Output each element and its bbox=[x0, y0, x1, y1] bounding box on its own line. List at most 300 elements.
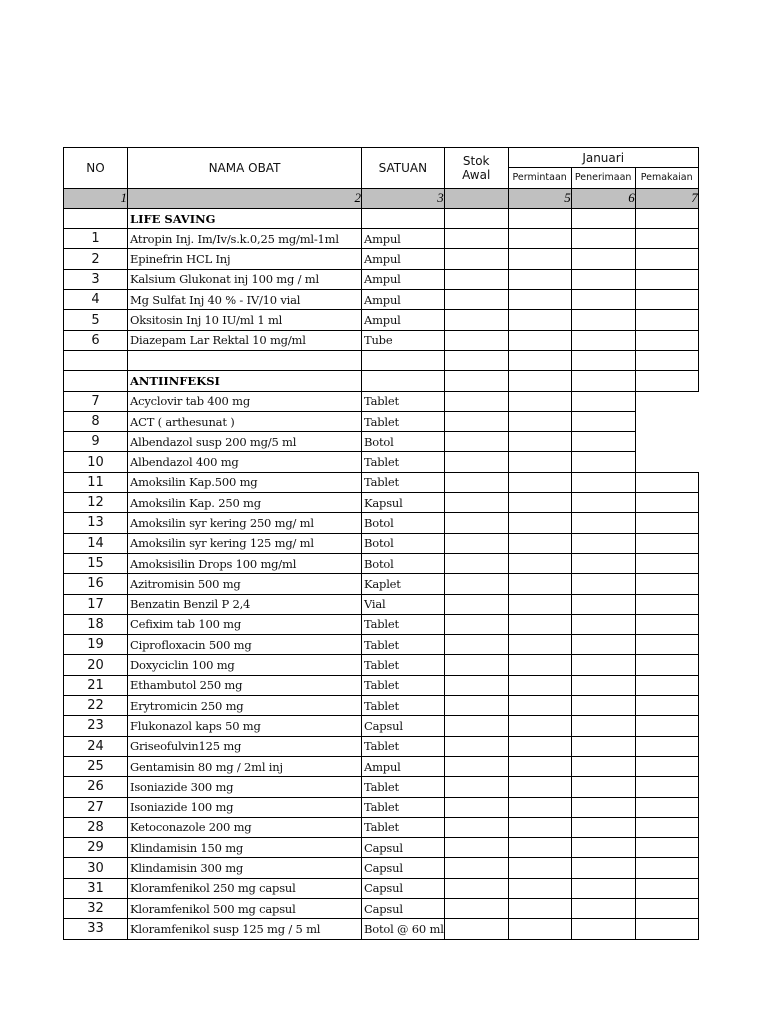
stock-cell bbox=[444, 878, 508, 898]
stock-cell bbox=[508, 452, 571, 472]
drug-name: Oksitosin Inj 10 IU/ml 1 ml bbox=[128, 310, 362, 330]
drug-unit: Capsul bbox=[362, 716, 445, 736]
stock-cell bbox=[444, 513, 508, 533]
row-number: 20 bbox=[64, 655, 128, 675]
drug-name: Ketoconazole 200 mg bbox=[128, 817, 362, 837]
table-row bbox=[64, 655, 699, 675]
stock-cell bbox=[571, 229, 635, 249]
row-number: 3 bbox=[64, 269, 128, 289]
drug-name: Ethambutol 250 mg bbox=[128, 675, 362, 695]
stock-cell bbox=[508, 208, 571, 228]
table-row bbox=[64, 898, 699, 918]
drug-name: Atropin Inj. Im/Iv/s.k.0,25 mg/ml-1ml bbox=[128, 229, 362, 249]
stock-cell bbox=[571, 330, 635, 350]
header-stok-awal-line2: Awal bbox=[462, 167, 491, 182]
drug-unit: Botol bbox=[362, 553, 445, 573]
stock-cell bbox=[571, 310, 635, 330]
table-row bbox=[64, 919, 699, 939]
stock-cell bbox=[571, 493, 635, 513]
row-number: 29 bbox=[64, 838, 128, 858]
drug-unit: Tablet bbox=[362, 472, 445, 492]
stock-cell bbox=[508, 472, 571, 492]
stock-cell bbox=[444, 898, 508, 918]
stock-cell bbox=[571, 919, 635, 939]
stock-cell bbox=[508, 878, 571, 898]
drug-unit: Kapsul bbox=[362, 493, 445, 513]
no-cell bbox=[64, 208, 128, 228]
stock-cell bbox=[508, 493, 571, 513]
table-row bbox=[64, 472, 699, 492]
table-row bbox=[64, 452, 699, 472]
stock-cell bbox=[508, 716, 571, 736]
stock-cell bbox=[635, 269, 698, 289]
drug-name: Cefixim tab 100 mg bbox=[128, 614, 362, 634]
stock-cell bbox=[508, 756, 571, 776]
drug-unit: Tablet bbox=[362, 635, 445, 655]
stock-cell bbox=[571, 513, 635, 533]
stock-cell bbox=[635, 655, 698, 675]
stock-cell bbox=[444, 432, 508, 452]
column-index bbox=[444, 188, 508, 208]
table-row bbox=[64, 614, 699, 634]
stock-cell bbox=[635, 736, 698, 756]
table-row bbox=[64, 493, 699, 513]
row-number: 8 bbox=[64, 411, 128, 431]
stock-cell bbox=[571, 371, 635, 391]
stock-cell bbox=[571, 472, 635, 492]
stock-cell bbox=[508, 411, 571, 431]
drug-name: Albendazol susp 200 mg/5 ml bbox=[128, 432, 362, 452]
row-number: 1 bbox=[64, 229, 128, 249]
drug-name: Amoksisilin Drops 100 mg/ml bbox=[128, 553, 362, 573]
stock-cell bbox=[444, 269, 508, 289]
header-satuan: SATUAN bbox=[362, 148, 445, 189]
table-row bbox=[64, 533, 699, 553]
stock-cell bbox=[571, 391, 635, 411]
table-row bbox=[64, 756, 699, 776]
table-row bbox=[64, 269, 699, 289]
table-row bbox=[64, 391, 699, 411]
stock-cell bbox=[444, 229, 508, 249]
drug-unit: Tablet bbox=[362, 736, 445, 756]
stock-cell bbox=[635, 513, 698, 533]
stock-cell bbox=[571, 777, 635, 797]
stock-cell bbox=[508, 675, 571, 695]
drug-unit: Botol bbox=[362, 432, 445, 452]
table-row bbox=[64, 797, 699, 817]
stock-cell bbox=[571, 208, 635, 228]
drug-name: Amoksilin Kap. 250 mg bbox=[128, 493, 362, 513]
stock-cell bbox=[362, 208, 445, 228]
row-number: 5 bbox=[64, 310, 128, 330]
drug-name: Isoniazide 300 mg bbox=[128, 777, 362, 797]
stock-cell bbox=[571, 817, 635, 837]
drug-unit: Tablet bbox=[362, 797, 445, 817]
stock-cell bbox=[635, 330, 698, 350]
stock-cell bbox=[444, 594, 508, 614]
drug-unit: Capsul bbox=[362, 878, 445, 898]
row-number: 28 bbox=[64, 817, 128, 837]
stock-cell bbox=[508, 898, 571, 918]
stock-cell bbox=[508, 553, 571, 573]
stock-cell bbox=[571, 756, 635, 776]
stock-cell bbox=[635, 919, 698, 939]
stock-cell bbox=[571, 574, 635, 594]
column-index: 1 bbox=[64, 188, 128, 208]
blank-cell bbox=[444, 350, 508, 370]
drug-unit: Ampul bbox=[362, 229, 445, 249]
stock-cell bbox=[635, 553, 698, 573]
drug-name: Isoniazide 100 mg bbox=[128, 797, 362, 817]
stock-cell bbox=[635, 716, 698, 736]
table-row bbox=[64, 249, 699, 269]
drug-stock-table bbox=[63, 147, 699, 940]
stock-cell bbox=[444, 290, 508, 310]
drug-unit: Tablet bbox=[362, 411, 445, 431]
drug-unit: Ampul bbox=[362, 310, 445, 330]
section-row bbox=[64, 208, 699, 228]
stock-cell bbox=[635, 493, 698, 513]
blank-row bbox=[64, 350, 699, 370]
drug-unit: Tablet bbox=[362, 614, 445, 634]
stock-cell bbox=[571, 452, 635, 472]
drug-name: Amoksilin Kap.500 mg bbox=[128, 472, 362, 492]
drug-unit: Tablet bbox=[362, 696, 445, 716]
stock-cell bbox=[571, 411, 635, 431]
drug-name: Kloramfenikol 250 mg capsul bbox=[128, 878, 362, 898]
stock-cell bbox=[444, 716, 508, 736]
stock-cell bbox=[508, 290, 571, 310]
drug-name: Diazepam Lar Rektal 10 mg/ml bbox=[128, 330, 362, 350]
header-penerimaan: Penerimaan bbox=[571, 168, 635, 188]
drug-name: Amoksilin syr kering 250 mg/ ml bbox=[128, 513, 362, 533]
drug-name: Albendazol 400 mg bbox=[128, 452, 362, 472]
stock-cell bbox=[444, 858, 508, 878]
stock-cell bbox=[508, 574, 571, 594]
table-row bbox=[64, 513, 699, 533]
stock-cell bbox=[635, 452, 698, 472]
drug-unit: Ampul bbox=[362, 756, 445, 776]
stock-cell bbox=[635, 290, 698, 310]
drug-name: ACT ( arthesunat ) bbox=[128, 411, 362, 431]
stock-cell bbox=[635, 696, 698, 716]
stock-cell bbox=[444, 472, 508, 492]
row-number: 18 bbox=[64, 614, 128, 634]
stock-cell bbox=[444, 310, 508, 330]
row-number: 9 bbox=[64, 432, 128, 452]
stock-cell bbox=[571, 553, 635, 573]
stock-cell bbox=[571, 533, 635, 553]
drug-name: Acyclovir tab 400 mg bbox=[128, 391, 362, 411]
stock-cell bbox=[635, 371, 698, 391]
stock-cell bbox=[444, 675, 508, 695]
row-number: 2 bbox=[64, 249, 128, 269]
table-row bbox=[64, 696, 699, 716]
blank-cell bbox=[508, 350, 571, 370]
stock-cell bbox=[444, 452, 508, 472]
stock-cell bbox=[571, 736, 635, 756]
stock-cell bbox=[444, 756, 508, 776]
stock-cell bbox=[444, 208, 508, 228]
drug-unit: Botol bbox=[362, 533, 445, 553]
stock-cell bbox=[508, 249, 571, 269]
stock-cell bbox=[508, 594, 571, 614]
stock-cell bbox=[508, 777, 571, 797]
stock-cell bbox=[635, 594, 698, 614]
table-row bbox=[64, 878, 699, 898]
column-index: 5 bbox=[508, 188, 571, 208]
table-row bbox=[64, 736, 699, 756]
table-row bbox=[64, 290, 699, 310]
blank-cell bbox=[635, 350, 698, 370]
stock-cell bbox=[444, 838, 508, 858]
stock-cell bbox=[635, 391, 698, 411]
stock-cell bbox=[444, 777, 508, 797]
drug-name: Ciprofloxacin 500 mg bbox=[128, 635, 362, 655]
stock-cell bbox=[635, 878, 698, 898]
stock-cell bbox=[444, 391, 508, 411]
table-row bbox=[64, 838, 699, 858]
table-row bbox=[64, 229, 699, 249]
stock-cell bbox=[508, 269, 571, 289]
stock-cell bbox=[635, 249, 698, 269]
drug-unit: Ampul bbox=[362, 290, 445, 310]
row-number: 21 bbox=[64, 675, 128, 695]
drug-name: Azitromisin 500 mg bbox=[128, 574, 362, 594]
section-title: LIFE SAVING bbox=[128, 208, 362, 228]
table-row bbox=[64, 574, 699, 594]
table-row bbox=[64, 858, 699, 878]
drug-unit: Vial bbox=[362, 594, 445, 614]
drug-name: Doxyciclin 100 mg bbox=[128, 655, 362, 675]
table-row bbox=[64, 330, 699, 350]
stock-cell bbox=[571, 838, 635, 858]
drug-unit: Tablet bbox=[362, 675, 445, 695]
drug-unit: Ampul bbox=[362, 249, 445, 269]
blank-cell bbox=[128, 350, 362, 370]
table-row bbox=[64, 675, 699, 695]
row-number: 22 bbox=[64, 696, 128, 716]
drug-name: Griseofulvin125 mg bbox=[128, 736, 362, 756]
row-number: 33 bbox=[64, 919, 128, 939]
stock-cell bbox=[571, 432, 635, 452]
stock-cell bbox=[508, 391, 571, 411]
stock-cell bbox=[635, 310, 698, 330]
stock-cell bbox=[444, 635, 508, 655]
stock-cell bbox=[444, 493, 508, 513]
stock-cell bbox=[508, 614, 571, 634]
column-index: 6 bbox=[571, 188, 635, 208]
stock-cell bbox=[635, 229, 698, 249]
column-index-row bbox=[64, 188, 699, 208]
stock-cell bbox=[508, 513, 571, 533]
drug-unit: Tube bbox=[362, 330, 445, 350]
stock-cell bbox=[362, 371, 445, 391]
stock-cell bbox=[571, 878, 635, 898]
stock-cell bbox=[635, 898, 698, 918]
stock-cell bbox=[571, 858, 635, 878]
stock-cell bbox=[635, 614, 698, 634]
row-number: 30 bbox=[64, 858, 128, 878]
row-number: 11 bbox=[64, 472, 128, 492]
stock-cell bbox=[444, 736, 508, 756]
row-number: 13 bbox=[64, 513, 128, 533]
drug-unit: Tablet bbox=[362, 452, 445, 472]
stock-cell bbox=[444, 371, 508, 391]
stock-cell bbox=[571, 269, 635, 289]
header-nama-obat: NAMA OBAT bbox=[128, 148, 362, 189]
stock-cell bbox=[571, 290, 635, 310]
stock-cell bbox=[635, 635, 698, 655]
header-stok-awal-line1: Stok bbox=[462, 153, 490, 168]
blank-cell bbox=[571, 350, 635, 370]
stock-cell bbox=[508, 858, 571, 878]
header-pemakaian: Pemakaian bbox=[635, 168, 698, 188]
stock-cell bbox=[508, 838, 571, 858]
stock-cell bbox=[635, 574, 698, 594]
stock-cell bbox=[635, 208, 698, 228]
stock-cell bbox=[508, 229, 571, 249]
blank-cell bbox=[64, 350, 128, 370]
table-row bbox=[64, 310, 699, 330]
stock-cell bbox=[635, 533, 698, 553]
row-number: 7 bbox=[64, 391, 128, 411]
header-permintaan: Permintaan bbox=[508, 168, 571, 188]
row-number: 26 bbox=[64, 777, 128, 797]
row-number: 4 bbox=[64, 290, 128, 310]
drug-unit: Tablet bbox=[362, 817, 445, 837]
stock-sheet bbox=[63, 147, 699, 940]
row-number: 24 bbox=[64, 736, 128, 756]
drug-name: Gentamisin 80 mg / 2ml inj bbox=[128, 756, 362, 776]
row-number: 10 bbox=[64, 452, 128, 472]
stock-cell bbox=[508, 432, 571, 452]
stock-cell bbox=[444, 614, 508, 634]
stock-cell bbox=[444, 655, 508, 675]
drug-name: Erytromicin 250 mg bbox=[128, 696, 362, 716]
column-index: 3 bbox=[362, 188, 445, 208]
table-row bbox=[64, 411, 699, 431]
stock-cell bbox=[571, 716, 635, 736]
stock-cell bbox=[571, 635, 635, 655]
stock-cell bbox=[571, 898, 635, 918]
row-number: 12 bbox=[64, 493, 128, 513]
drug-unit: Tablet bbox=[362, 777, 445, 797]
drug-name: Epinefrin HCL Inj bbox=[128, 249, 362, 269]
header-month: Januari bbox=[508, 148, 698, 168]
stock-cell bbox=[508, 310, 571, 330]
row-number: 15 bbox=[64, 553, 128, 573]
drug-unit: Botol bbox=[362, 513, 445, 533]
row-number: 31 bbox=[64, 878, 128, 898]
stock-cell bbox=[635, 432, 698, 452]
stock-cell bbox=[508, 533, 571, 553]
stock-cell bbox=[635, 838, 698, 858]
stock-cell bbox=[635, 411, 698, 431]
drug-name: Kalsium Glukonat inj 100 mg / ml bbox=[128, 269, 362, 289]
drug-unit: Tablet bbox=[362, 655, 445, 675]
drug-unit: Ampul bbox=[362, 269, 445, 289]
stock-cell bbox=[508, 635, 571, 655]
table-row bbox=[64, 553, 699, 573]
stock-cell bbox=[508, 371, 571, 391]
stock-cell bbox=[508, 330, 571, 350]
stock-cell bbox=[444, 696, 508, 716]
row-number: 32 bbox=[64, 898, 128, 918]
row-number: 6 bbox=[64, 330, 128, 350]
stock-cell bbox=[635, 756, 698, 776]
stock-cell bbox=[635, 777, 698, 797]
drug-name: Mg Sulfat Inj 40 % - IV/10 vial bbox=[128, 290, 362, 310]
drug-name: Klindamisin 150 mg bbox=[128, 838, 362, 858]
drug-name: Kloramfenikol 500 mg capsul bbox=[128, 898, 362, 918]
drug-unit: Capsul bbox=[362, 898, 445, 918]
stock-cell bbox=[571, 696, 635, 716]
stock-cell bbox=[571, 594, 635, 614]
stock-cell bbox=[444, 574, 508, 594]
row-number: 17 bbox=[64, 594, 128, 614]
stock-cell bbox=[635, 472, 698, 492]
header-stok-awal bbox=[444, 148, 508, 189]
stock-cell bbox=[571, 655, 635, 675]
drug-name: Benzatin Benzil P 2,4 bbox=[128, 594, 362, 614]
column-index: 2 bbox=[128, 188, 362, 208]
drug-name: Amoksilin syr kering 125 mg/ ml bbox=[128, 533, 362, 553]
stock-cell bbox=[508, 655, 571, 675]
stock-cell bbox=[571, 797, 635, 817]
stock-cell bbox=[444, 919, 508, 939]
table-row bbox=[64, 777, 699, 797]
row-number: 23 bbox=[64, 716, 128, 736]
section-row bbox=[64, 371, 699, 391]
stock-cell bbox=[444, 553, 508, 573]
stock-cell bbox=[635, 817, 698, 837]
drug-name: Klindamisin 300 mg bbox=[128, 858, 362, 878]
stock-cell bbox=[635, 797, 698, 817]
row-number: 16 bbox=[64, 574, 128, 594]
stock-cell bbox=[444, 533, 508, 553]
row-number: 19 bbox=[64, 635, 128, 655]
stock-cell bbox=[635, 858, 698, 878]
section-title: ANTIINFEKSI bbox=[128, 371, 362, 391]
stock-cell bbox=[571, 249, 635, 269]
drug-unit: Kaplet bbox=[362, 574, 445, 594]
table-row bbox=[64, 716, 699, 736]
stock-cell bbox=[508, 736, 571, 756]
stock-cell bbox=[444, 411, 508, 431]
stock-cell bbox=[508, 919, 571, 939]
drug-name: Flukonazol kaps 50 mg bbox=[128, 716, 362, 736]
stock-cell bbox=[571, 614, 635, 634]
stock-cell bbox=[444, 797, 508, 817]
no-cell bbox=[64, 371, 128, 391]
stock-cell bbox=[571, 675, 635, 695]
drug-unit: Capsul bbox=[362, 838, 445, 858]
row-number: 14 bbox=[64, 533, 128, 553]
drug-unit: Botol @ 60 ml bbox=[362, 919, 445, 939]
stock-cell bbox=[444, 330, 508, 350]
stock-cell bbox=[635, 675, 698, 695]
blank-cell bbox=[362, 350, 445, 370]
column-index: 7 bbox=[635, 188, 698, 208]
table-row bbox=[64, 432, 699, 452]
header-no: NO bbox=[64, 148, 128, 189]
drug-name: Kloramfenikol susp 125 mg / 5 ml bbox=[128, 919, 362, 939]
table-row bbox=[64, 817, 699, 837]
row-number: 25 bbox=[64, 756, 128, 776]
table-row bbox=[64, 594, 699, 614]
stock-cell bbox=[444, 249, 508, 269]
